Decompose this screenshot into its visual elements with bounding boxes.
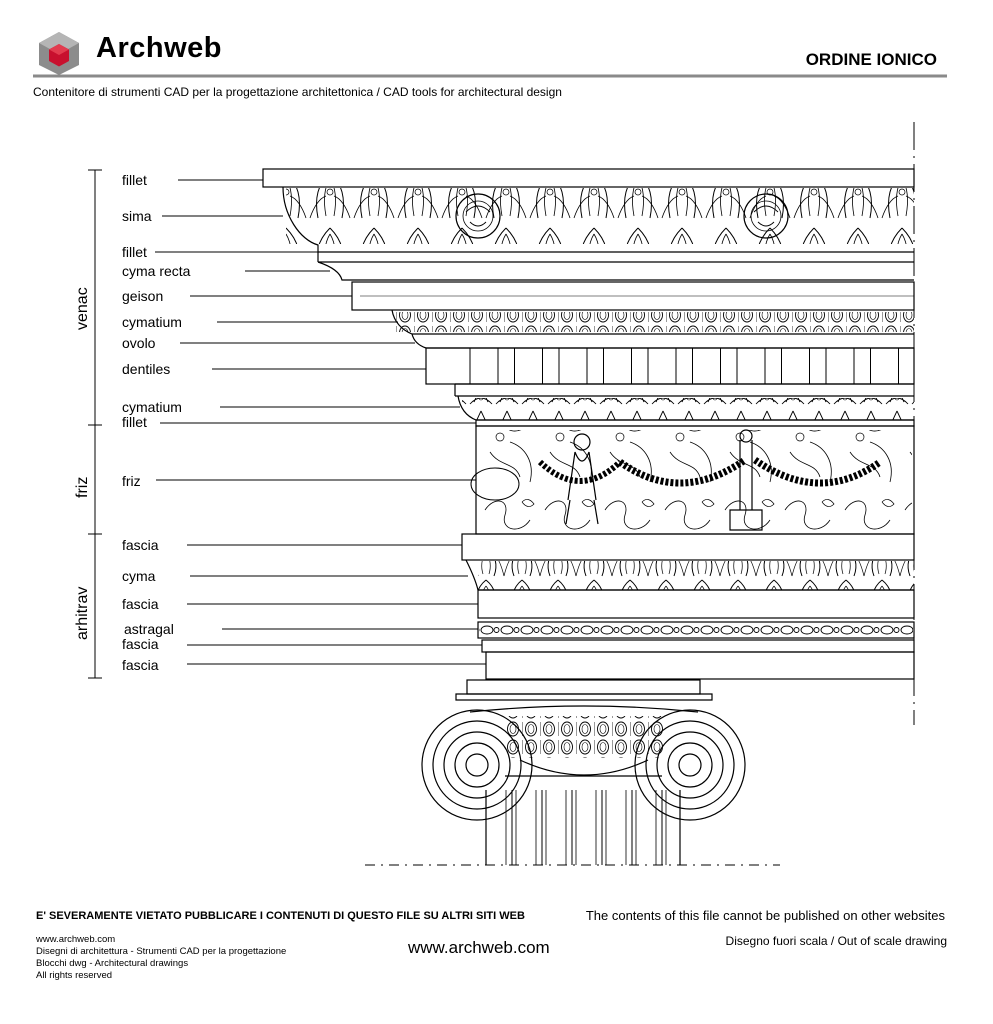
credits-line: Disegni di architettura - Strumenti CAD per la progettazione xyxy=(36,946,287,957)
label-cymatium-2: cymatium xyxy=(122,399,182,415)
label-dentiles: dentiles xyxy=(122,361,171,377)
credits-line: Blocchi dwg - Architectural drawings xyxy=(36,958,189,969)
label-ovolo: ovolo xyxy=(122,335,156,351)
copyright-warning-italian: E' SEVERAMENTE VIETATO PUBBLICARE I CONTENUTI DI QUESTO FILE SU ALTRI SITI WEB xyxy=(36,910,525,922)
label-fillet-2: fillet xyxy=(122,244,147,260)
scale-note: Disegno fuori scala / Out of scale drawing xyxy=(725,934,947,948)
label-cymatium-1: cymatium xyxy=(122,314,182,330)
subtitle: Contenitore di strumenti CAD per la progettazione architettonica / CAD tools for architectural design xyxy=(33,85,562,99)
label-geison: geison xyxy=(122,288,164,304)
credits-block xyxy=(36,934,286,982)
dentil-block xyxy=(782,348,810,384)
label-friz: friz xyxy=(122,473,141,489)
label-fillet-3: fillet xyxy=(122,414,147,430)
dentil-block xyxy=(470,348,498,384)
dentil-block xyxy=(737,348,765,384)
credits-line: www.archweb.com xyxy=(36,934,116,945)
label-fascia-2: fascia xyxy=(122,596,159,612)
label-fascia-1: fascia xyxy=(122,537,159,553)
group-label-friz: friz xyxy=(74,476,91,498)
group-label-venac: venac xyxy=(74,287,91,330)
label-astragal: astragal xyxy=(124,621,174,637)
dentil-block xyxy=(648,348,676,384)
label-fascia-3: fascia xyxy=(122,636,159,652)
label-fascia-4: fascia xyxy=(122,657,159,673)
dentil-block xyxy=(604,348,632,384)
label-sima: sima xyxy=(122,208,152,224)
brand-name: Archweb xyxy=(96,32,222,64)
website-link[interactable]: www.archweb.com xyxy=(408,938,550,957)
group-label-arhitrav: arhitrav xyxy=(74,586,91,640)
copyright-warning-english: The contents of this file cannot be published on other websites xyxy=(585,908,945,923)
sheet-title: ORDINE IONICO xyxy=(805,50,937,69)
label-cyma: cyma xyxy=(122,568,156,584)
dentil-block xyxy=(515,348,543,384)
label-cyma-recta: cyma recta xyxy=(122,263,191,279)
dentil-block xyxy=(871,348,899,384)
dentil-block xyxy=(693,348,721,384)
credits-line: All rights reserved xyxy=(36,970,113,981)
label-fillet-top: fillet xyxy=(122,172,147,188)
dentil-block xyxy=(559,348,587,384)
dentil-block xyxy=(826,348,854,384)
